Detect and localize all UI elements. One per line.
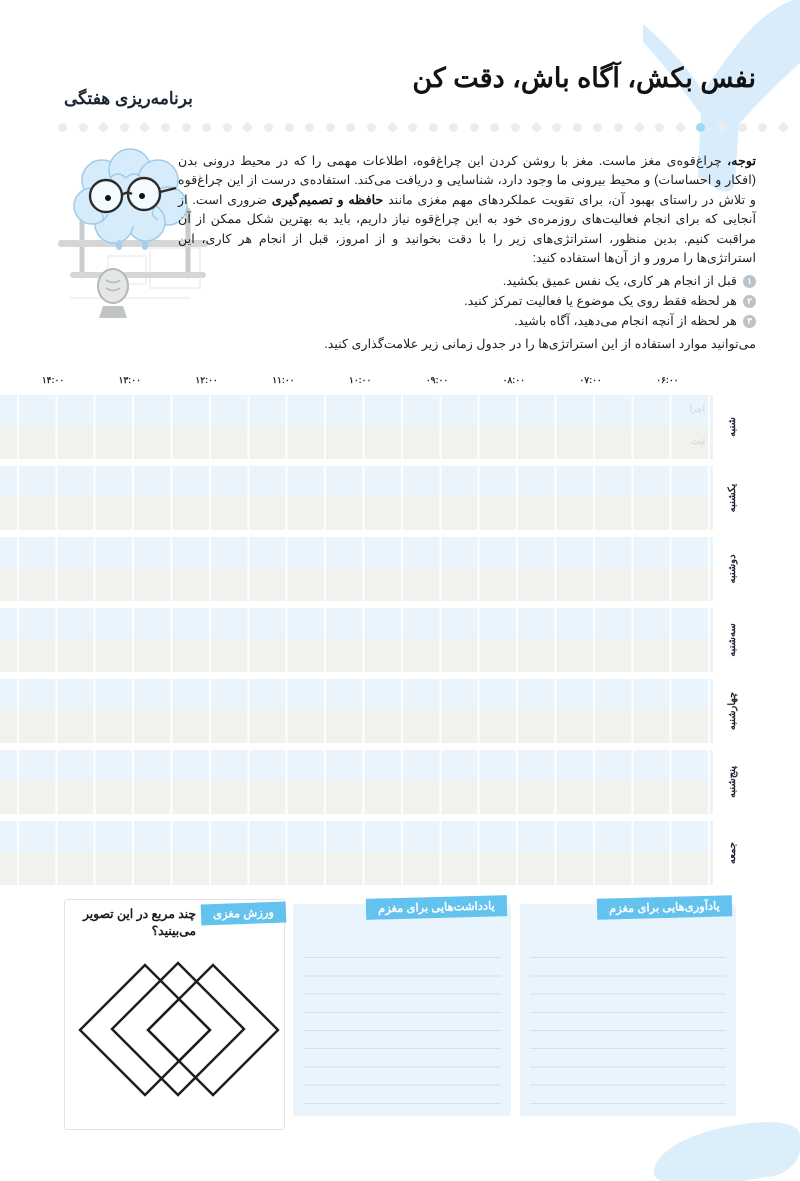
time-label: ۱۰:۰۰ [349,375,372,385]
strategy-item [178,271,756,291]
time-label: ۰۶:۰۰ [656,375,679,385]
row-label-mark: ثبت [690,436,705,446]
day-row-do [0,821,713,852]
divider-dot [182,123,191,132]
puzzle-question: چند مربع در این تصویر می‌بینید؟ [82,907,196,938]
notes-ruled-lines [303,940,501,1106]
divider-dot [326,123,335,132]
day-block [0,821,738,885]
divider-dot [573,123,582,132]
divider-dot [532,123,541,132]
divider-dot [717,123,726,132]
intro-closing: می‌توانید موارد استفاده از این استراتژی‌ها را در جدول زمانی زیر علامت‌گذاری کنید. [324,337,756,352]
weekly-schedule-grid [0,395,738,892]
day-row-mark [0,639,713,672]
brain-exercise-header: ورزش مغزی [201,902,287,926]
divider-dot [408,123,417,132]
time-label: ۰۷:۰۰ [579,375,602,385]
divider-dot [79,123,88,132]
divider-dot [140,123,149,132]
day-row-mark [0,426,713,459]
strategy-text: قبل از انجام هر کاری، یک نفس عمیق بکشید. [502,274,737,289]
day-block [0,466,738,530]
time-label: ۰۸:۰۰ [502,375,525,385]
divider-dot [552,123,561,132]
divider-dot [264,123,273,132]
notes-header: یادداشت‌هایی برای مغزم [366,895,507,920]
divider-dot [120,123,129,132]
divider-dot [779,123,788,132]
time-label: ۰۹:۰۰ [425,375,449,385]
divider-dot [388,123,397,132]
divider-dot [449,123,458,132]
divider-dot-accent [696,123,705,132]
notes-box [293,900,511,1116]
divider-dot [758,123,767,132]
strategy-number-badge: ۱ [743,275,756,288]
day-row-do [0,537,713,568]
day-block [0,537,738,601]
divider-dot [738,123,747,132]
page-subtitle: برنامه‌ریزی هفتگی [64,89,193,108]
day-block [0,750,738,814]
day-block [0,608,738,672]
divider-dot [511,123,520,132]
divider-dot [58,123,67,132]
day-label: یکشنبه [727,483,738,513]
divider-dot [655,123,664,132]
divider-dot [346,123,355,132]
divider-dot [99,123,108,132]
day-row-do [0,750,713,781]
day-row-do [0,608,713,639]
time-label: ۱۱:۰۰ [272,375,295,385]
time-label: ۱۳:۰۰ [118,375,141,385]
strategy-item [178,311,756,331]
divider-dot [490,123,499,132]
intro-paragraph: توجه، چراغ‌قوه‌ی مغز ماست. مغز با روشن کردن این چراغ‌قوه، اطلاعات مهمی را که در محیط درونی بدن (افکار و احساسات) و محیط بیرونی ما وجود دارد، شناسایی و دریافت می‌کند. استفاده‌ی درست از این چراغ‌قوه و تلاش در راستای بهبود آن، برای تقویت عملکردهای مهم مغزی مانند حافظه و تصمیم‌گیری ضروری است. از آنجایی که برای انجام فعالیت‌های روزمره‌ی خود به این چراغ‌قوه نیاز داریم، باید به بهترین شکل ممکن از آن مراقبت کنیم. بدین منظور، استراتژی‌های زیر را با دقت بخوانید و از امروز، قبل از انجام هر کاری، این استراتژی‌ها را مرور و از آن‌ها استفاده کنید: [178,154,756,266]
day-row-mark [0,710,713,743]
strategy-item [178,291,756,311]
time-header [0,375,713,389]
divider-dot [161,123,170,132]
row-label-do: اجرا [689,404,705,414]
day-label: جمعه [727,841,738,865]
strategy-number-badge: ۳ [743,315,756,328]
strategy-number-badge: ۲ [743,295,756,308]
time-label: ۱۲:۰۰ [195,375,218,385]
reminders-box [520,900,736,1116]
day-label: چهارشنبه [727,691,738,731]
reminders-header: یادآوری‌هایی برای مغزم [597,895,732,920]
day-label: پنج‌شنبه [727,765,738,799]
strategy-text: هر لحظه از آنچه انجام می‌دهید، آگاه باشید. [514,314,737,329]
decorative-swoosh [649,1116,800,1181]
day-label: سه‌شنبه [727,623,738,657]
day-block [0,679,738,743]
divider-dot [223,123,232,132]
divider-dot [614,123,623,132]
day-block [0,395,738,459]
brain-exercise-box [64,899,285,1130]
divider-dot [305,123,314,132]
day-row-do [0,466,713,497]
intro-text [178,152,756,354]
divider-dot [593,123,602,132]
divider-dot [202,123,211,132]
time-label: ۱۴:۰۰ [41,375,65,385]
day-row-mark [0,497,713,530]
day-row-mark [0,781,713,814]
dotted-divider [58,122,788,132]
day-label: شنبه [727,417,738,437]
day-label: دوشنبه [727,554,738,584]
divider-dot [470,123,479,132]
divider-dot [243,123,252,132]
strategy-text: هر لحظه فقط روی یک موضوع یا فعالیت تمرکز کنید. [464,294,737,309]
divider-dot [429,123,438,132]
divider-dot [285,123,294,132]
divider-dot [367,123,376,132]
divider-dot [676,123,685,132]
day-row-mark [0,568,713,601]
divider-dot [635,123,644,132]
day-row-do [0,679,713,710]
day-row-mark [0,852,713,885]
day-row-do [0,395,713,426]
squares-puzzle-figure [70,952,280,1112]
reminders-ruled-lines [530,940,726,1106]
page-title: نفس بکش، آگاه باش، دقت کن [412,63,756,93]
strategy-list [178,271,756,331]
